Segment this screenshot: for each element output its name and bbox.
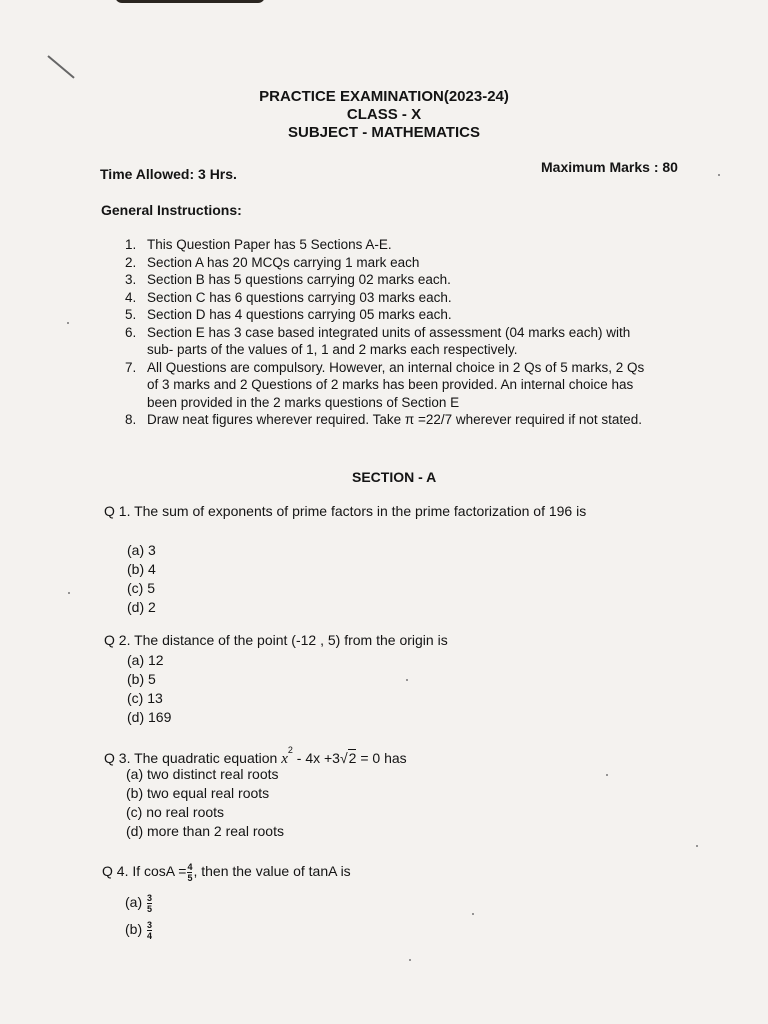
pencil-mark <box>47 55 74 78</box>
option: (b) 4 <box>127 561 156 577</box>
question-1-options <box>127 541 156 617</box>
option: (d) 169 <box>127 709 172 725</box>
question-3: Q 3. The quadratic equation $x^2 - 4x +3√2 = 0$ has <box>104 745 407 767</box>
option: (d) more than 2 real roots <box>126 823 284 839</box>
scan-speck <box>67 322 69 324</box>
instructions-list <box>125 236 644 429</box>
scan-speck <box>406 679 408 681</box>
scan-speck <box>606 774 608 776</box>
subject-title: SUBJECT - MATHEMATICS <box>288 124 480 141</box>
question-1: Q 1. The sum of exponents of prime factors in the prime factorization of 196 is <box>104 503 587 519</box>
instructions-heading: General Instructions: <box>101 202 242 218</box>
instruction-item: 2. Section A has 20 MCQs carrying 1 mark each <box>125 254 420 270</box>
question-4-option-b: (b) $\frac{3}{4}$ <box>125 920 153 941</box>
instruction-item: 5. Section D has 4 questions carrying 05 marks each. <box>125 307 452 322</box>
exam-title: PRACTICE EXAMINATION(2023-24) <box>259 88 509 105</box>
fraction: $\frac{3}{5}$ <box>147 893 153 914</box>
scan-speck <box>409 959 411 961</box>
instruction-item-continuation: of 3 marks and 2 Questions of 2 marks has been provided. An internal choice has <box>147 377 634 392</box>
question-3-options <box>126 765 284 841</box>
option: (d) 2 <box>127 599 156 615</box>
page-edge-mark <box>115 0 265 3</box>
question-4: Q 4. If cosA = $\frac{4}{5}$ , then the value of tanA is <box>102 862 351 883</box>
option: (a) two distinct real roots <box>126 766 279 782</box>
scan-speck <box>718 174 720 176</box>
scan-speck <box>68 592 70 594</box>
scan-speck <box>472 913 474 915</box>
question-2: Q 2. The distance of the point (-12 , 5) from the origin is <box>104 632 448 648</box>
option: (c) 5 <box>127 580 155 596</box>
instruction-item: 4. Section C has 6 questions carrying 03 marks each. <box>125 289 452 305</box>
instruction-item: 3. Section B has 5 questions carrying 02 marks each. <box>125 272 451 287</box>
fraction: $\frac{3}{4}$ <box>147 920 153 941</box>
maximum-marks: Maximum Marks : 80 <box>541 159 678 175</box>
time-allowed: Time Allowed: 3 Hrs. <box>100 166 237 182</box>
instruction-item: 8. Draw neat figures wherever required. Take π =22/7 wherever required if not stated. <box>125 412 642 427</box>
scan-speck <box>696 845 698 847</box>
option: (c) no real roots <box>126 804 225 820</box>
instruction-item: 1. This Question Paper has 5 Sections A-E. <box>125 237 392 252</box>
option: (a) 12 <box>127 652 164 668</box>
fraction: $\frac{4}{5}$ <box>187 862 193 883</box>
instruction-item: 6. Section E has 3 case based integrated units of assessment (04 marks each) with <box>125 324 631 340</box>
option: (c) 13 <box>127 690 163 706</box>
section-heading: SECTION - A <box>352 469 437 485</box>
option: (b) 5 <box>127 671 156 687</box>
question-2-options <box>127 651 171 727</box>
option: (b) two equal real roots <box>126 785 270 801</box>
instruction-item: 7. All Questions are compulsory. However, an internal choice in 2 Qs of 5 marks, 2 Qs <box>125 359 645 375</box>
instruction-item-continuation: been provided in the 2 marks questions of Section E <box>147 394 460 410</box>
class-title: CLASS - X <box>346 106 422 123</box>
question-4-option-a: (a) $\frac{3}{5}$ <box>125 893 153 914</box>
instruction-item-continuation: sub- parts of the values of 1, 1 and 2 marks each respectively. <box>147 342 518 357</box>
option: (a) 3 <box>127 542 156 558</box>
